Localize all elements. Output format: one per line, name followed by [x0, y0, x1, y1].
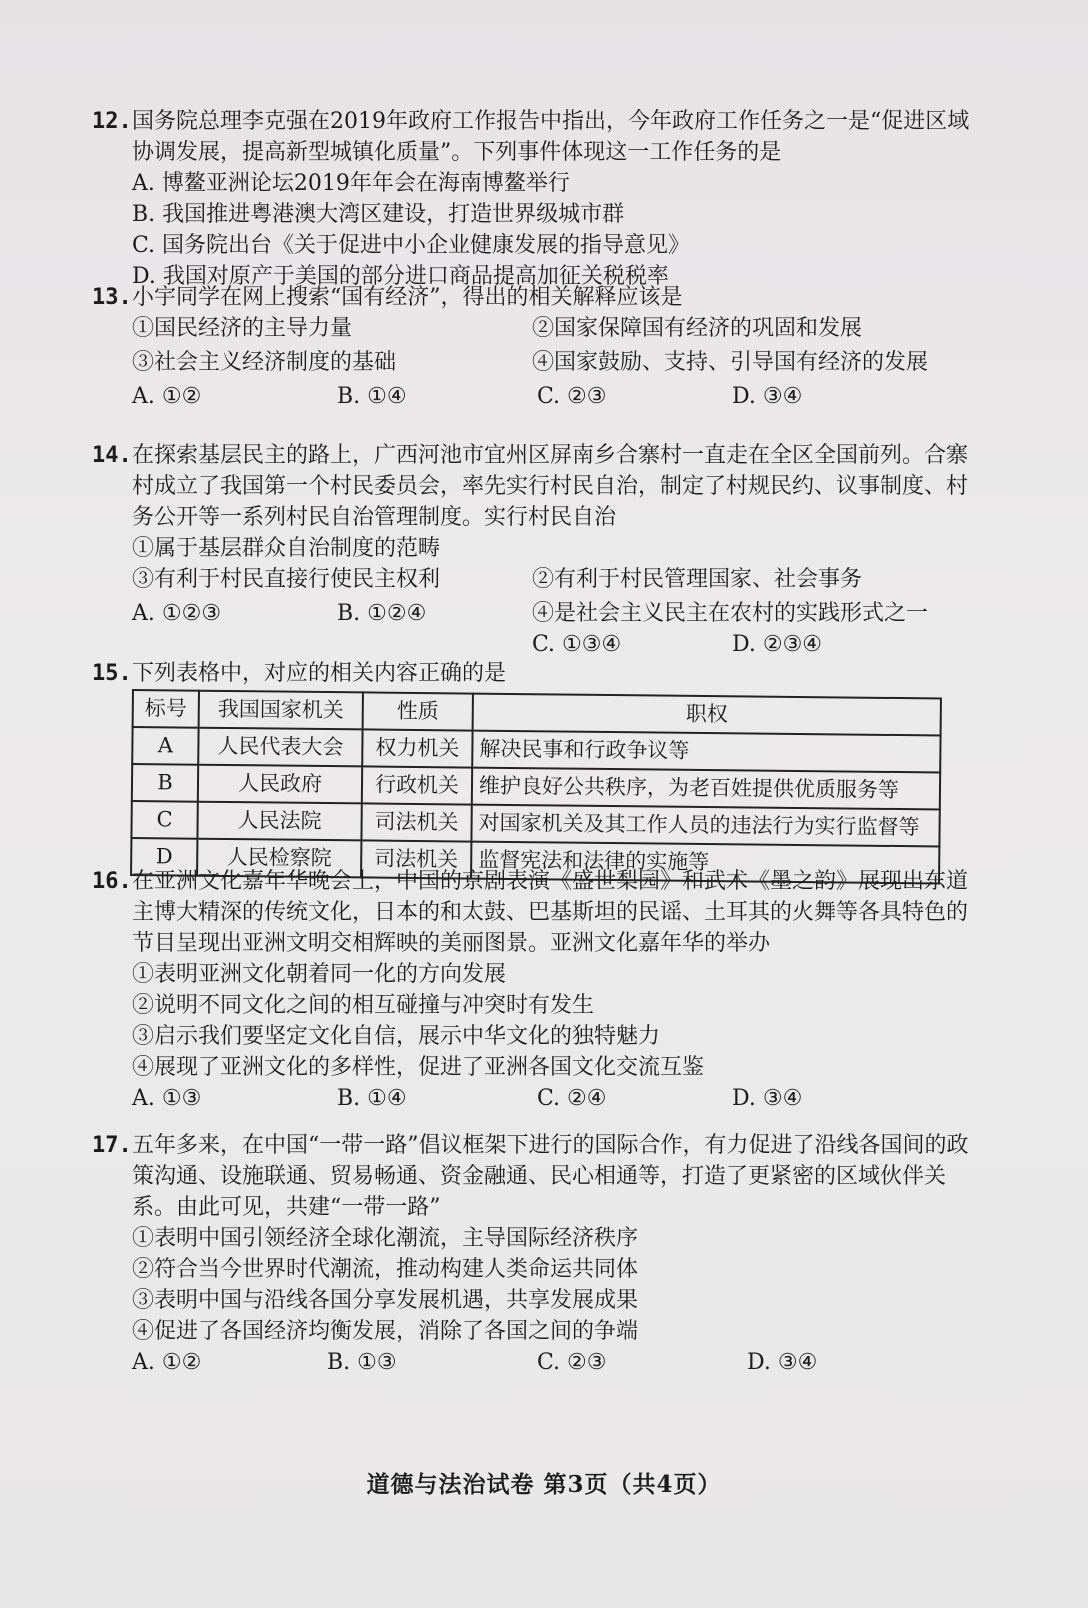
statement-2: ②说明不同文化之间的相互碰撞与冲突时有发生	[132, 993, 595, 1018]
statement-1: ①表明中国引领经济全球化潮流，主导国际经济秩序	[132, 1226, 639, 1251]
question-stem: 五年多来，在中国“一带一路”倡议框架下进行的国际合作，有力促进了沿线各国间的政策沟通、设施联通、贸易畅通、资金融通、民心相通等，打造了更紧密的区域伙伴关系。由此可见，共建“一带一路”	[132, 1133, 969, 1220]
statement-4: ④国家鼓励、支持、引导国有经济的发展	[532, 350, 929, 375]
cell-duty: 维护良好公共秩序，为老百姓提供优质服务等	[472, 768, 940, 810]
option-c: C. ②③	[537, 384, 607, 409]
question-stem: 小宇同学在网上搜索“国有经济”，得出的相关解释应该是	[132, 285, 683, 310]
cell-organ: 人民检察院	[197, 839, 361, 878]
statement-3: ③启示我们要坚定文化自信，展示中华文化的独特魅力	[132, 1024, 661, 1049]
statement-4: ④促进了各国经济均衡发展，消除了各国之间的争端	[132, 1319, 639, 1344]
cell-organ: 人民代表大会	[198, 728, 362, 767]
option-a: A. ①②	[132, 1350, 202, 1375]
statement-1: ①属于基层群众自治制度的范畴	[132, 536, 441, 561]
question-17	[92, 1130, 980, 1393]
statement-1: ①表明亚洲文化朝着同一化的方向发展	[132, 962, 507, 987]
cell-duty: 对国家机关及其工作人员的违法行为实行监督等	[471, 805, 939, 847]
header-organ: 我国国家机关	[199, 691, 363, 730]
statement-2: ②符合当今世界时代潮流，推动构建人类命运共同体	[132, 1257, 639, 1282]
option-b: B. ①③	[327, 1350, 397, 1375]
option-c: C. ②④	[537, 1086, 607, 1111]
option-d: D. 我国对原产于美国的部分进口商品提高加征关税税率	[132, 264, 669, 289]
organs-table	[130, 689, 942, 884]
question-number: 17.	[92, 1133, 132, 1158]
statement-2: ②国家保障国有经济的巩固和发展	[532, 316, 863, 341]
question-number: 13.	[92, 285, 132, 310]
question-14	[92, 440, 980, 660]
statement-3: ③社会主义经济制度的基础	[132, 350, 397, 375]
cell-label: B	[132, 764, 198, 802]
page-footer: 道德与法治试卷 第3页（共4页）	[366, 1471, 722, 1498]
question-12	[92, 106, 980, 292]
option-d: D. ③④	[732, 1086, 803, 1111]
cell-label: C	[131, 801, 197, 839]
header-label: 标号	[133, 690, 199, 728]
cell-nature: 司法机关	[361, 803, 471, 841]
option-a: A. 博鳌亚洲论坛2019年年会在海南博鳌举行	[132, 171, 570, 196]
cell-nature: 行政机关	[362, 766, 472, 804]
question-number: 14.	[92, 443, 132, 468]
question-number: 12.	[92, 109, 132, 134]
option-c: C. 国务院出台《关于促进中小企业健康发展的指导意见》	[132, 233, 691, 258]
question-13	[92, 282, 980, 412]
option-b: B. ①②④	[337, 601, 427, 626]
cell-organ: 人民政府	[198, 765, 362, 804]
option-c: C. ②③	[537, 1350, 607, 1375]
question-16	[92, 866, 980, 1114]
cell-duty: 解决民事和行政争议等	[472, 731, 940, 773]
header-nature: 性质	[363, 692, 473, 730]
question-stem: 下列表格中，对应的相关内容正确的是	[132, 661, 507, 686]
option-d: D. ②③④	[732, 632, 823, 657]
cell-nature: 司法机关	[361, 840, 471, 878]
statement-4: ④展现了亚洲文化的多样性，促进了亚洲各国文化交流互鉴	[132, 1055, 705, 1080]
cell-organ: 人民法院	[197, 802, 361, 841]
question-stem: 国务院总理李克强在2019年政府工作报告中指出，今年政府工作任务之一是“促进区域协调发展，提高新型城镇化质量”。下列事件体现这一工作任务的是	[132, 109, 970, 165]
question-stem: 在亚洲文化嘉年华晚会上，中国的京剧表演《盛世梨园》和武术《墨之韵》展现出东道主博大精深的传统文化，日本的和太鼓、巴基斯坦的民谣、土耳其的火舞等各具特色的节目呈现出亚洲文明交相辉映的美丽图景。亚洲文化嘉年华的举办	[132, 869, 969, 956]
option-a: A. ①②③	[132, 601, 222, 626]
statement-2: ②有利于村民管理国家、社会事务	[532, 567, 863, 592]
statement-4: ④是社会主义民主在农村的实践形式之一	[532, 601, 929, 626]
question-15	[92, 658, 980, 876]
option-b: B. ①④	[337, 384, 407, 409]
option-b: B. 我国推进粤港澳大湾区建设，打造世界级城市群	[132, 202, 625, 227]
option-c: C. ①③④	[532, 632, 622, 657]
cell-duty: 监督宪法和法律的实施等	[471, 842, 939, 884]
option-a: A. ①③	[132, 1086, 202, 1111]
question-stem: 在探索基层民主的路上，广西河池市宜州区屏南乡合寨村一直走在全区全国前列。合寨村成立了我国第一个村民委员会，率先实行村民自治，制定了村规民约、议事制度、村务公开等一系列村民自治管理制度。实行村民自治	[132, 443, 969, 530]
statement-3: ③有利于村民直接行使民主权利	[132, 567, 441, 592]
option-d: D. ③④	[747, 1350, 818, 1375]
header-duty: 职权	[473, 694, 941, 736]
cell-label: D	[131, 838, 197, 876]
cell-nature: 权力机关	[362, 729, 472, 767]
statement-3: ③表明中国与沿线各国分享发展机遇，共享发展成果	[132, 1288, 639, 1313]
cell-label: A	[132, 727, 198, 765]
option-a: A. ①②	[132, 384, 202, 409]
statement-1: ①国民经济的主导力量	[132, 316, 353, 341]
question-number: 16.	[92, 869, 132, 894]
option-b: B. ①④	[337, 1086, 407, 1111]
option-d: D. ③④	[732, 384, 803, 409]
question-number: 15.	[92, 661, 132, 686]
